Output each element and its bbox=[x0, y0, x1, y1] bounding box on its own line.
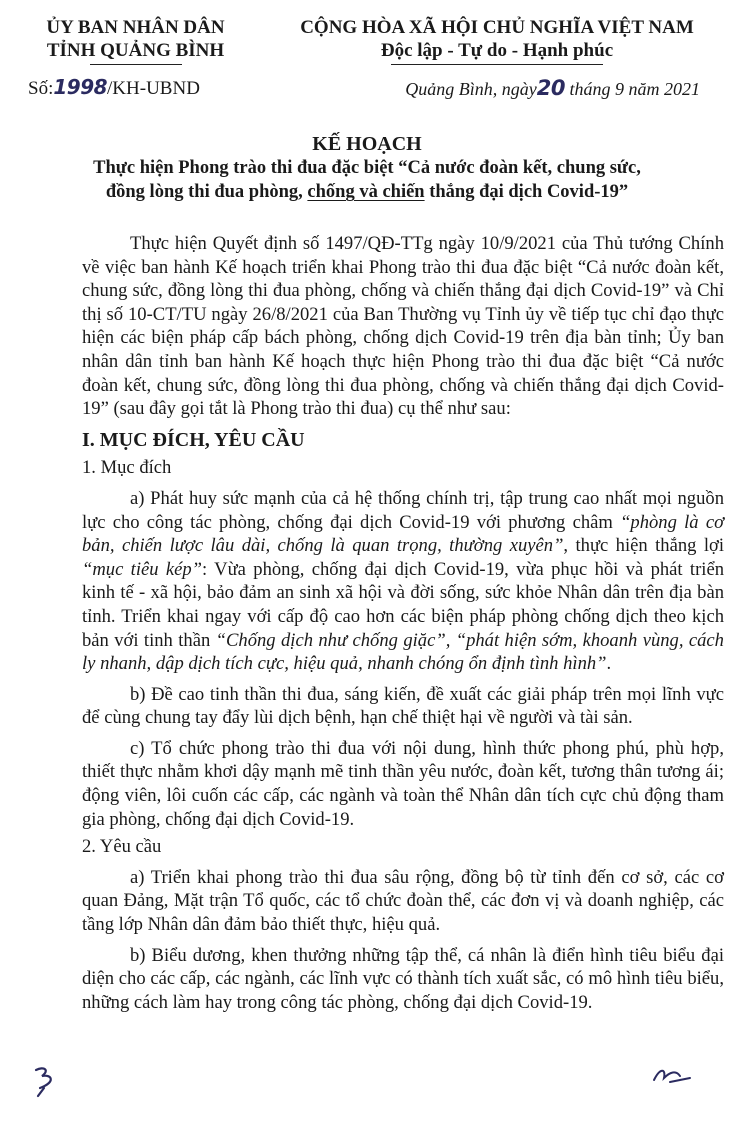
national-motto-block bbox=[272, 16, 722, 65]
document-number-prefix: Số: bbox=[28, 78, 54, 99]
agency-underline bbox=[90, 64, 182, 65]
purpose-item-c: c) Tổ chức phong trào thi đua với nội dung, hình thức phong phú, phù hợp, thiết thực nhằm khơi dậy mạnh mẽ tinh thần yêu nước, đoàn kết, tương thân tương ái; động viên, lôi cuốn các cấp, các ngành và toàn thể Nhân dân tích cực chủ động tham gia phòng, chống đại dịch Covid-19. bbox=[82, 737, 724, 830]
purpose-a-slogan: “Chống dịch như chống giặc”, “phát hiện sớm, khoanh vùng, cách ly nhanh, dập dịch tích cực, hiệu quả, nhanh chóng ổn định tình hình” bbox=[82, 629, 724, 675]
purpose-a-motto: “phòng là cơ bản, chiến lược lâu dài, chống là quan trọng, thường xuyên” bbox=[82, 511, 724, 557]
purpose-a-text2: , thực hiện thắng lợi bbox=[563, 535, 724, 557]
subsection-heading-requirements: 2. Yêu cầu bbox=[82, 836, 162, 858]
motto-underline bbox=[391, 64, 603, 65]
date-suffix: tháng 9 năm 2021 bbox=[569, 79, 700, 99]
document-type-title: KẾ HOẠCH bbox=[312, 133, 422, 155]
nation-name: CỘNG HÒA XÃ HỘI CHỦ NGHĨA VIỆT NAM bbox=[300, 17, 694, 38]
place-date-line bbox=[300, 76, 700, 100]
document-number-suffix: /KH-UBND bbox=[107, 78, 200, 99]
document-number-handwritten: 1998 bbox=[53, 75, 108, 99]
issuing-agency-block bbox=[28, 16, 243, 65]
subject-line2-part1: đồng lòng thi đua phòng, bbox=[105, 182, 308, 202]
section-heading-1: I. MỤC ĐÍCH, YÊU CẦU bbox=[82, 428, 305, 451]
purpose-a-text1: a) Phát huy sức mạnh của cả hệ thống chính trị, tập trung cao nhất mọi nguồn lực cho công tác phòng, chống đại dịch Covid-19 với phương châm bbox=[82, 487, 724, 533]
date-prefix: Quảng Bình, ngày bbox=[405, 79, 537, 99]
document-body bbox=[82, 232, 724, 1014]
purpose-item-a bbox=[82, 487, 724, 676]
date-day-handwritten: 20 bbox=[536, 76, 565, 100]
document-subject-line2 bbox=[0, 182, 734, 203]
nation-motto: Độc lập - Tự do - Hạnh phúc bbox=[380, 40, 614, 61]
document-number bbox=[28, 75, 200, 100]
agency-name-line2: TỈNH QUẢNG BÌNH bbox=[46, 40, 225, 61]
subject-line2-part2: thắng đại dịch Covid-19” bbox=[424, 182, 629, 202]
purpose-a-dual-goal: “mục tiêu kép” bbox=[82, 558, 203, 580]
requirement-item-a: a) Triển khai phong trào thi đua sâu rộng, đồng bộ từ tỉnh đến cơ sở, các cơ quan Đảng, Mặt trận Tổ quốc, các tổ chức đoàn thể, các đơn vị và doanh nghiệp, các tầng lớp Nhân dân đảm bảo thiết thực, hiệu quả. bbox=[82, 866, 724, 936]
purpose-a-end: . bbox=[606, 653, 612, 675]
subsection-heading-purpose: 1. Mục đích bbox=[82, 457, 172, 479]
intro-paragraph: Thực hiện Quyết định số 1497/QĐ-TTg ngày 10/9/2021 của Thủ tướng Chính về việc ban hành Kế hoạch triển khai Phong trào thi đua đặc biệt “Cả nước đoàn kết, chung sức, đồng lòng thi đua phòng, chống và chiến thắng đại dịch Covid-19” và Chỉ thị số 10-CT/TU ngày 26/8/2021 của Ban Thường vụ Tỉnh ủy về tiếp tục chỉ đạo thực hiện các biện pháp cấp bách phòng, chống dịch Covid-19 trên địa bàn tỉnh; Ủy ban nhân dân tỉnh ban hành Kế hoạch thực hiện Phong trào thi đua đặc biệt “Cả nước đoàn kết, chung sức, đồng lòng thi đua phòng, chống và chiến thắng đại dịch Covid-19” (sau đây gọi tắt là Phong trào thi đua) cụ thể như sau: bbox=[82, 233, 724, 420]
purpose-item-b: b) Đề cao tinh thần thi đua, sáng kiến, đề xuất các giải pháp trên mọi lĩnh vực để cùng chung tay đẩy lùi dịch bệnh, hạn chế thiệt hại về người và tài sản. bbox=[82, 683, 724, 729]
subject-line2-underlined: chống và chiến bbox=[307, 182, 425, 202]
agency-name-line1: ỦY BAN NHÂN DÂN bbox=[46, 17, 225, 38]
initial-mark-right-icon bbox=[650, 1060, 694, 1088]
initial-mark-left-icon bbox=[30, 1064, 68, 1098]
purpose-a-text3: : Vừa phòng, chống đại dịch Covid-19, vừa phục hồi và phát triển kinh tế - xã hội, bảo đảm an sinh xã hội và đời sống, sức khỏe Nhân dân trên địa bàn tỉnh. Triển khai ngay với cấp độ cao hơn các biện pháp phòng chống dịch theo kịch bản với tinh thần bbox=[82, 558, 724, 651]
requirement-item-b: b) Biểu dương, khen thưởng những tập thể, cá nhân là điển hình tiêu biểu đại diện cho các cấp, các ngành, các lĩnh vực có thành tích xuất sắc, có mô hình tiêu biểu, những cách làm hay trong công tác phòng, chống đại dịch Covid-19. bbox=[82, 944, 724, 1013]
document-subject-line1: Thực hiện Phong trào thi đua đặc biệt “Cả nước đoàn kết, chung sức, bbox=[93, 158, 641, 178]
